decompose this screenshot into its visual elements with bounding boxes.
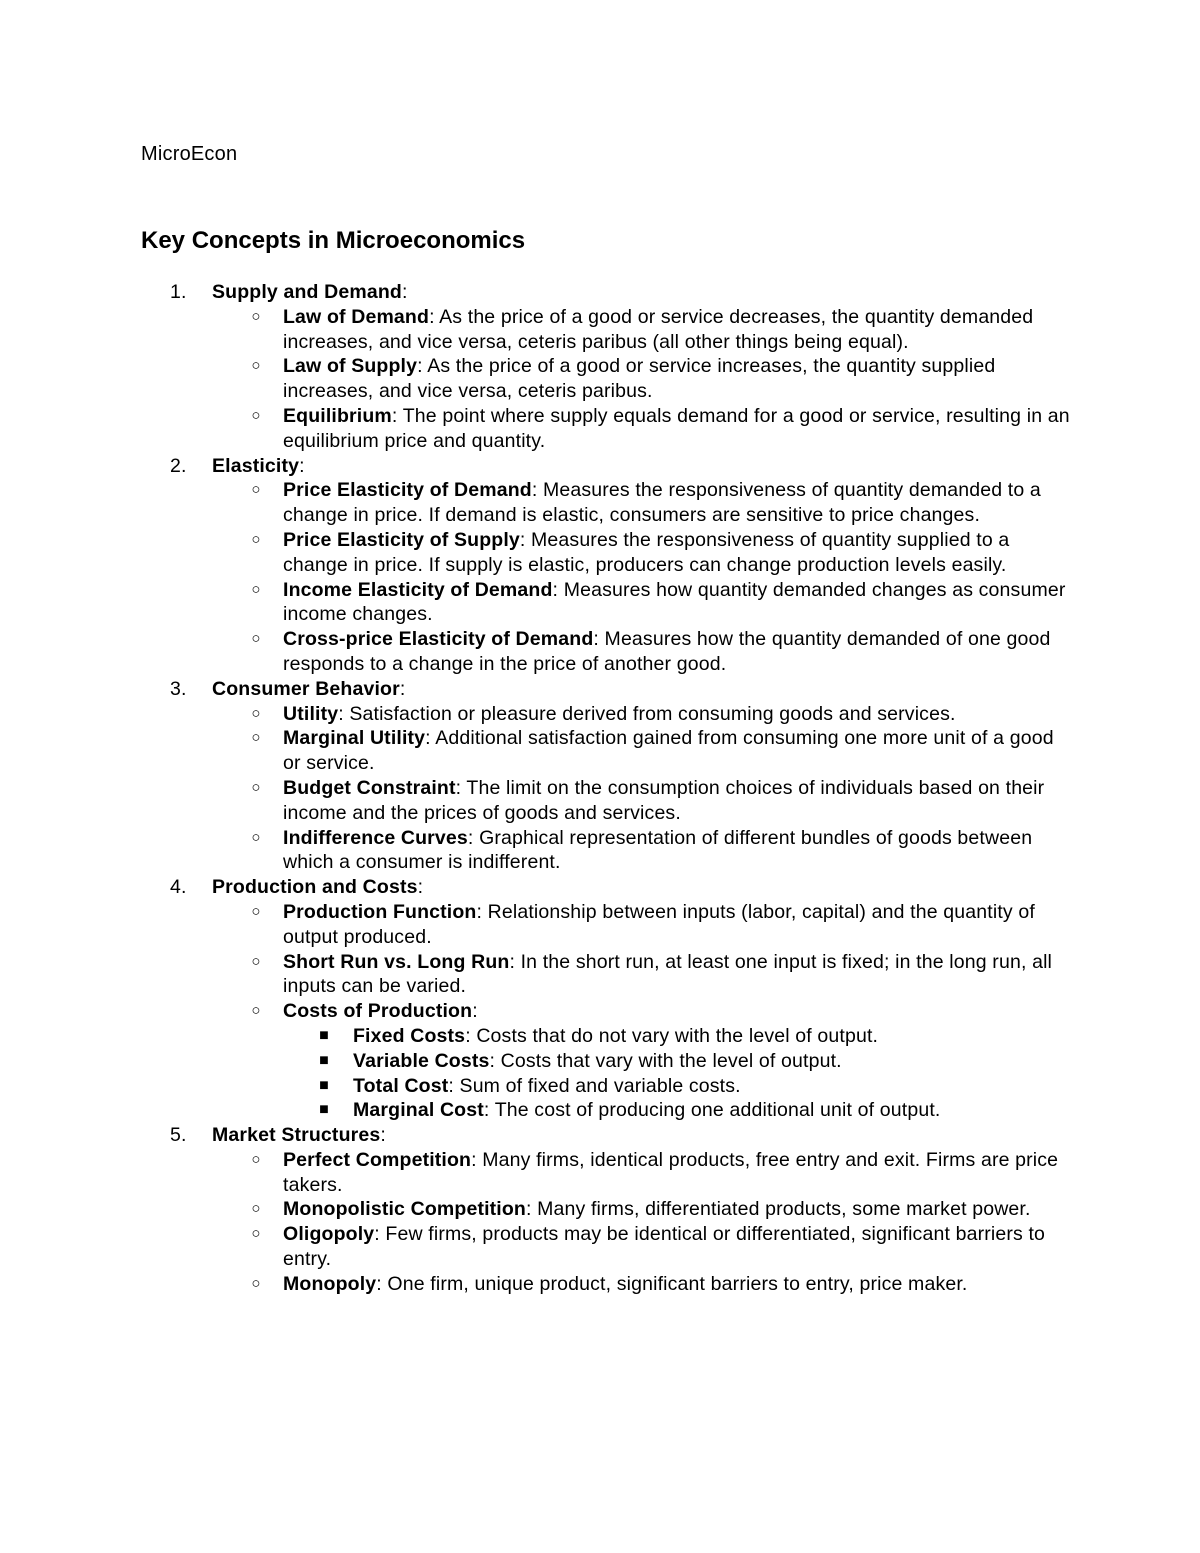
item-term: Fixed Costs <box>353 1024 466 1047</box>
item-description: Costs that vary with the level of output. <box>500 1049 842 1072</box>
item-term: Marginal Cost <box>353 1099 484 1122</box>
list-item: ○ Price Elasticity of Supply: Measures the responsiveness of quantity supplied to a change in price. If supply is elastic, producers can change production levels easily. <box>0 528 1200 578</box>
hollow-bullet-icon: ○ <box>251 481 261 499</box>
document-title: MicroEcon <box>141 143 238 165</box>
hollow-bullet-icon: ○ <box>251 580 261 598</box>
list-item: ○ Marginal Utility: Additional satisfaction gained from consuming one more unit of a good or service. <box>0 726 1200 776</box>
section-title: Production and Costs <box>212 876 418 899</box>
hollow-bullet-icon: ○ <box>251 902 261 920</box>
square-bullet-icon: ■ <box>319 1101 329 1119</box>
item-term: Equilibrium <box>283 404 392 427</box>
section-title: Consumer Behavior <box>212 677 400 700</box>
hollow-bullet-icon: ○ <box>251 778 261 796</box>
list-item: ○ Monopolistic Competition: Many firms, differentiated products, some market power. <box>0 1197 1200 1222</box>
item-description: Relationship between inputs (labor, capital) and the quantity of output produced. <box>283 900 1035 948</box>
list-item: ○ Perfect Competition: Many firms, identical products, free entry and exit. Firms are price takers. <box>0 1148 1200 1198</box>
list-item: ○ Cross-price Elasticity of Demand: Measures how the quantity demanded of one good responds to a change in the price of another good. <box>0 627 1200 677</box>
list-item: ○ Production Function: Relationship between inputs (labor, capital) and the quantity of output produced. <box>0 900 1200 950</box>
section-number: 1. <box>170 281 187 303</box>
section-title: Elasticity <box>212 454 300 477</box>
item-term: Law of Supply <box>283 355 418 378</box>
list-item: ○ Monopoly: One firm, unique product, significant barriers to entry, price maker. <box>0 1272 1200 1297</box>
item-term: Monopoly <box>283 1272 377 1295</box>
item-term: Budget Constraint <box>283 776 456 799</box>
item-description: Sum of fixed and variable costs. <box>459 1074 741 1097</box>
item-description: As the price of a good or service increases, the quantity supplied increases, and vice versa, ceteris paribus. <box>283 355 996 403</box>
item-description: Costs that do not vary with the level of output. <box>476 1024 879 1047</box>
item-description: As the price of a good or service decreases, the quantity demanded increases, and vice versa, ceteris paribus (all other things being equal). <box>283 305 1034 353</box>
item-description: The point where supply equals demand for a good or service, resulting in an equilibrium price and quantity. <box>283 404 1070 452</box>
item-description: In the short run, at least one input is fixed; in the long run, all inputs can be varied. <box>283 950 1053 998</box>
hollow-bullet-icon: ○ <box>251 307 261 325</box>
item-term: Total Cost <box>353 1074 449 1097</box>
item-term: Oligopoly <box>283 1223 375 1246</box>
item-description: Measures how the quantity demanded of one good responds to a change in the price of another good. <box>283 628 1051 675</box>
item-description: Few firms, products may be identical or differentiated, significant barriers to entry. <box>283 1223 1046 1271</box>
section-consumer-behavior: 3. Consumer Behavior: <box>170 677 406 700</box>
item-term: Costs of Production <box>283 1000 473 1023</box>
hollow-bullet-icon: ○ <box>251 530 261 548</box>
square-bullet-icon: ■ <box>319 1076 329 1094</box>
section-number: 2. <box>170 454 187 477</box>
item-term: Perfect Competition <box>283 1148 472 1171</box>
item-term: Marginal Utility <box>283 727 426 750</box>
section-title: Market Structures <box>212 1124 381 1147</box>
list-item: ■ Marginal Cost: The cost of producing one additional unit of output. <box>0 1098 1200 1123</box>
section-title: Supply and Demand <box>212 281 402 303</box>
item-term: Production Function <box>283 900 477 923</box>
section-elasticity: 2. Elasticity: <box>170 454 305 477</box>
item-description: Additional satisfaction gained from consuming one more unit of a good or service. <box>283 727 1054 775</box>
list-item: ■ Total Cost: Sum of fixed and variable costs. <box>0 1074 1200 1099</box>
item-description: Many firms, identical products, free entry and exit. Firms are price takers. <box>283 1148 1059 1196</box>
hollow-bullet-icon: ○ <box>251 1150 261 1168</box>
list-item: ○ Short Run vs. Long Run: In the short run, at least one input is fixed; in the long run, all inputs can be varied. <box>0 950 1200 1000</box>
hollow-bullet-icon: ○ <box>251 357 261 375</box>
section-number: 3. <box>170 677 187 700</box>
square-bullet-icon: ■ <box>319 1026 329 1044</box>
item-description: Satisfaction or pleasure derived from consuming goods and services. <box>349 702 956 725</box>
list-item: ■ Fixed Costs: Costs that do not vary with the level of output. <box>0 1024 1200 1049</box>
hollow-bullet-icon: ○ <box>251 952 261 970</box>
item-description: Measures the responsiveness of quantity demanded to a change in price. If demand is elastic, consumers are sensitive to price changes. <box>283 479 1041 527</box>
hollow-bullet-icon: ○ <box>251 406 261 424</box>
section-number: 4. <box>170 876 187 899</box>
hollow-bullet-icon: ○ <box>251 1002 261 1020</box>
list-item: ○ Oligopoly: Few firms, products may be identical or differentiated, significant barriers to entry. <box>0 1222 1200 1272</box>
list-item: ○ Law of Demand: As the price of a good or service decreases, the quantity demanded increases, and vice versa, ceteris paribus (all other things being equal). <box>0 305 1200 355</box>
item-term: Price Elasticity of Supply <box>283 528 520 551</box>
page-heading: Key Concepts in Microeconomics <box>141 227 526 254</box>
item-description: Graphical representation of different bundles of goods between which a consumer is indifferent. <box>283 826 1033 874</box>
item-term: Utility <box>283 702 339 725</box>
item-term: Law of Demand <box>283 305 430 328</box>
list-item: ○ Income Elasticity of Demand: Measures how quantity demanded changes as consumer income changes. <box>0 578 1200 628</box>
section-supply-and-demand: 1. Supply and Demand: <box>170 281 408 303</box>
list-item: ○ Indifference Curves: Graphical representation of different bundles of goods between which a consumer is indifferent. <box>0 826 1200 876</box>
item-term: Monopolistic Competition <box>283 1198 526 1221</box>
item-description: Many firms, differentiated products, some market power. <box>537 1198 1031 1221</box>
list-item: ○ Budget Constraint: The limit on the consumption choices of individuals based on their income and the prices of goods and services. <box>0 776 1200 826</box>
item-term: Indifference Curves <box>283 826 468 849</box>
hollow-bullet-icon: ○ <box>251 1225 261 1243</box>
item-description: Measures the responsiveness of quantity supplied to a change in price. If supply is elastic, producers can change production levels easily. <box>283 528 1010 576</box>
item-description: The limit on the consumption choices of individuals based on their income and the prices of goods and services. <box>283 776 1045 824</box>
concept-outline <box>0 280 1200 1297</box>
hollow-bullet-icon: ○ <box>251 729 261 747</box>
square-bullet-icon: ■ <box>319 1051 329 1069</box>
item-description: Measures how quantity demanded changes as consumer income changes. <box>283 578 1066 626</box>
list-item: ○ Equilibrium: The point where supply equals demand for a good or service, resulting in an equilibrium price and quantity. <box>0 404 1200 454</box>
hollow-bullet-icon: ○ <box>251 704 261 722</box>
list-item: ○ Price Elasticity of Demand: Measures the responsiveness of quantity demanded to a change in price. If demand is elastic, consumers are sensitive to price changes. <box>0 478 1200 528</box>
item-description: One firm, unique product, significant barriers to entry, price maker. <box>387 1272 968 1295</box>
hollow-bullet-icon: ○ <box>251 1274 261 1292</box>
list-item: ■ Variable Costs: Costs that vary with the level of output. <box>0 1049 1200 1074</box>
hollow-bullet-icon: ○ <box>251 1200 261 1218</box>
section-production-and-costs: 4. Production and Costs: <box>170 876 424 899</box>
item-term: Short Run vs. Long Run <box>283 950 510 973</box>
item-term: Income Elasticity of Demand <box>283 578 553 601</box>
section-market-structures: 5. Market Structures: <box>170 1124 386 1147</box>
item-description: The cost of producing one additional unit of output. <box>494 1099 941 1122</box>
item-term: Variable Costs <box>353 1049 490 1072</box>
item-term: Price Elasticity of Demand <box>283 479 532 502</box>
list-item: ○ Costs of Production: <box>0 999 1200 1024</box>
hollow-bullet-icon: ○ <box>251 630 261 648</box>
list-item: ○ Utility: Satisfaction or pleasure derived from consuming goods and services. <box>0 702 1200 727</box>
section-number: 5. <box>170 1124 187 1147</box>
item-term: Cross-price Elasticity of Demand <box>283 628 594 651</box>
hollow-bullet-icon: ○ <box>251 828 261 846</box>
list-item: ○ Law of Supply: As the price of a good or service increases, the quantity supplied increases, and vice versa, ceteris paribus. <box>0 354 1200 404</box>
